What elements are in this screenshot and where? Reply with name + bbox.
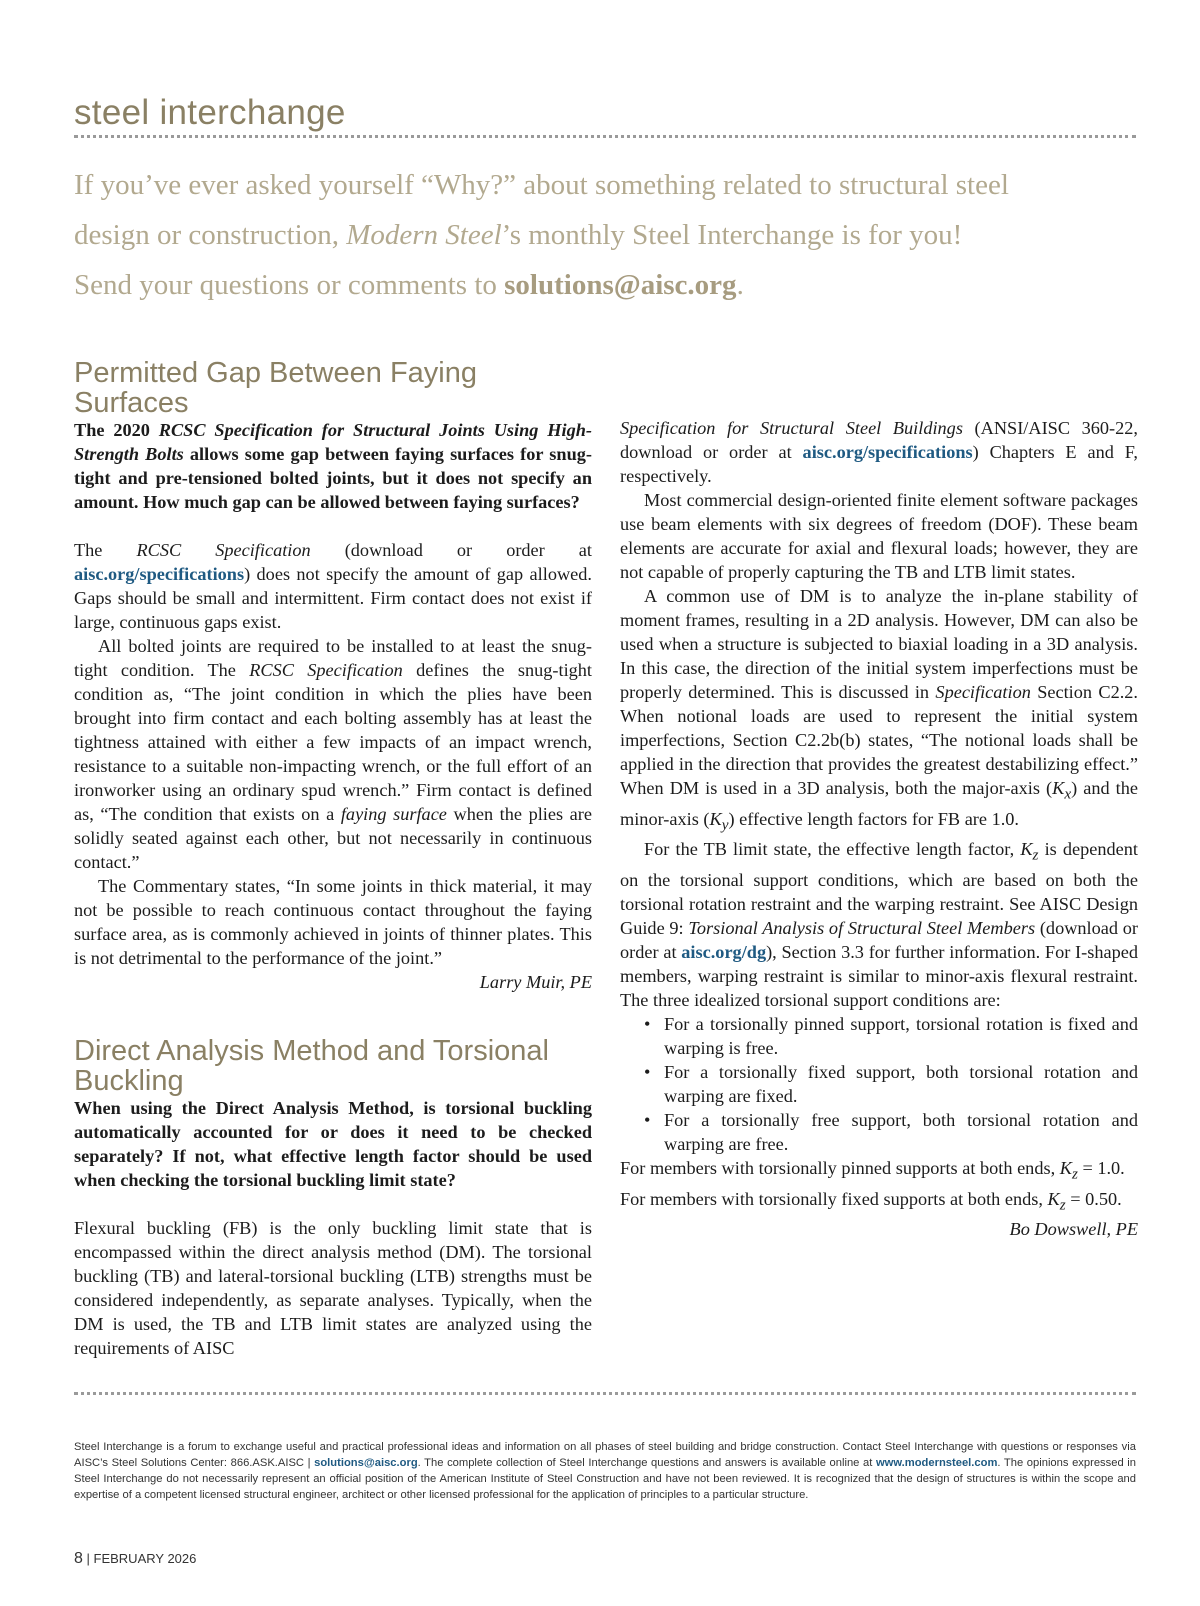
section-title: steel interchange bbox=[74, 93, 346, 132]
page-folio: 8 | FEBRUARY 2026 bbox=[74, 1550, 197, 1567]
design-guide-link[interactable]: aisc.org/dg bbox=[681, 941, 767, 962]
bottom-divider bbox=[74, 1392, 1136, 1395]
footer-email-link[interactable]: solutions@aisc.org bbox=[314, 1457, 418, 1469]
article1-paragraph-3: The Commentary states, “In some joints in thick material, it may not be possible to reach continuous contact throughout the faying surface area, as is commonly achieved in joints of thinner plates. This is not detrimental to the performance of the joint.” bbox=[74, 876, 592, 968]
intro-line-3: Send your questions or comments to solutions@aisc.org. bbox=[74, 269, 744, 301]
article2-paragraph-2: Most commercial design-oriented finite element software packages use beam elements with six degrees of freedom (DOF). These beam elements are accurate for axial and flexural loads; however, they are not capable of properly capturing the TB and LTB limit states. bbox=[620, 490, 1138, 582]
article1-title: Permitted Gap Between Faying Surfaces bbox=[74, 357, 477, 419]
specifications-link[interactable]: aisc.org/specifications bbox=[74, 564, 245, 584]
page-number: 8 bbox=[74, 1550, 83, 1567]
article2-paragraph-4: For the TB limit state, the effective length factor, $K_z$ is dependent on the torsional support conditions, which are based on both the torsional rotation restraint and the warping restraint. See AISC Design Guide 9: Torsional Analysis of Structural Steel Members (download or order at aisc.org/dg), Section 3.3 for further information. For I-shaped members, warping restraint is similar to minor-axis flexural restraint. The three idealized torsional support conditions are: bbox=[620, 839, 1139, 1010]
intro-text bbox=[74, 160, 1154, 310]
intro-line-2: design or construction, Modern Steel’s monthly Steel Interchange is for you! bbox=[74, 219, 963, 251]
article2-question: When using the Direct Analysis Method, is torsional buckling automatically accounted for or does it need to be checked separately? If not, what effective length factor should be used when checking the torsional buckling limit state? bbox=[74, 1098, 592, 1190]
left-column bbox=[74, 358, 592, 1360]
article2-paragraph-1-cont: Specification for Structural Steel Buildings (ANSI/AISC 360-22, download or order at aisc.org/specifications) Chapters E and F, respectively. bbox=[620, 418, 1138, 486]
pinned-supports-line: For members with torsionally pinned supports at both ends, $K_z = 1.0$. bbox=[620, 1157, 1125, 1183]
list-item: • For a torsionally pinned support, torsional rotation is fixed and warping is free. bbox=[664, 1012, 1138, 1060]
top-divider bbox=[74, 135, 1136, 138]
intro-line-1: If you’ve ever asked yourself “Why?” about something related to structural steel bbox=[74, 169, 1009, 201]
list-item: • For a torsionally fixed support, both torsional rotation and warping are fixed. bbox=[664, 1060, 1138, 1108]
issue-date: FEBRUARY 2026 bbox=[93, 1551, 197, 1566]
article1-author: Larry Muir, PE bbox=[479, 972, 592, 992]
specifications-link-2[interactable]: aisc.org/specifications bbox=[802, 442, 973, 462]
article1-paragraph-2: All bolted joints are required to be installed to at least the snug-tight condition. The RCSC Specification defines the snug-tight condition as, “The joint condition in which the plies have been brought into firm contact and each bolting assembly has at least the tightness attained with either a few impacts of an impact wrench, resistance to a suitable non-impacting wrench, or the full effort of an ironworker using an ordinary spud wrench.” Firm contact is defined as, “The condition that exists on a faying surface when the plies are solidly seated against each other, but not necessarily in continuous contact.” bbox=[74, 636, 593, 872]
article2-title: Direct Analysis Method and Torsional Buckling bbox=[74, 1035, 549, 1097]
support-conditions-list bbox=[620, 1012, 1138, 1156]
article2-paragraph-1-start: Flexural buckling (FB) is the only buckling limit state that is encompassed within the direct analysis method (DM). The torsional buckling (TB) and lateral-torsional buckling (LTB) strengths must be considered independently, as separate analyses. Typically, when the DM is used, the TB and LTB limit states are analyzed using the requirements of AISC bbox=[74, 1218, 592, 1358]
footer-website-link[interactable]: www.modernsteel.com bbox=[875, 1457, 998, 1469]
list-item: • For a torsionally free support, both torsional rotation and warping are free. bbox=[664, 1108, 1138, 1156]
article2-paragraph-3: A common use of DM is to analyze the in-plane stability of moment frames, resulting in a 2D analysis. However, DM can also be used when a structure is subjected to biaxial loading in a 3D analysis. In this case, the direction of the initial system imperfections must be properly determined. This is discussed in Specification Section C2.2. When notional loads are used to represent the initial system imperfections, Section C2.2b(b) states, “The notional loads shall be applied in the direction that provides the greatest destabilizing effect.” When DM is used in a 3D analysis, both the major-axis $(K_x)$ and the minor-axis $(K_y)$ effective length factors for FB are 1.0. bbox=[620, 586, 1139, 834]
right-column bbox=[620, 416, 1138, 1241]
article1-question: The 2020 RCSC Specification for Structural Joints Using High-Strength Bolts allows some gap between faying surfaces for snug-tight and pre-tensioned bolted joints, but it does not specify an amount. How much gap can be allowed between faying surfaces? bbox=[74, 420, 592, 512]
article2-author: Bo Dowswell, PE bbox=[1009, 1219, 1138, 1240]
fixed-supports-line: For members with torsionally fixed supports at both ends, $K_z = 0.50$. bbox=[620, 1188, 1122, 1214]
intro-email-link[interactable]: solutions@aisc.org bbox=[504, 269, 737, 301]
footer-disclaimer: Steel Interchange is a forum to exchange useful and practical professional ideas and information on all phases of steel building and bridge construction. Contact Steel Interchange with questions or responses via AISC’s Steel Solutions Center: 866.ASK.AISC | solutions@aisc.org. The complete collection of Steel Interchange questions and answers is available online at www.modernsteel.com. The opinions expressed in Steel Interchange do not necessarily represent an official position of the American Institute of Steel Construction and have not been reviewed. It is recognized that the design of structures is within the scope and expertise of a competent licensed structural engineer, architect or other licensed professional for the application of principles to a particular structure. bbox=[74, 1441, 1136, 1501]
article1-paragraph-1: The RCSC Specification (download or order at aisc.org/specifications) does not specify the amount of gap allowed. Gaps should be small and intermittent. Firm contact does not exist if large, continuous gaps exist. bbox=[74, 540, 592, 632]
